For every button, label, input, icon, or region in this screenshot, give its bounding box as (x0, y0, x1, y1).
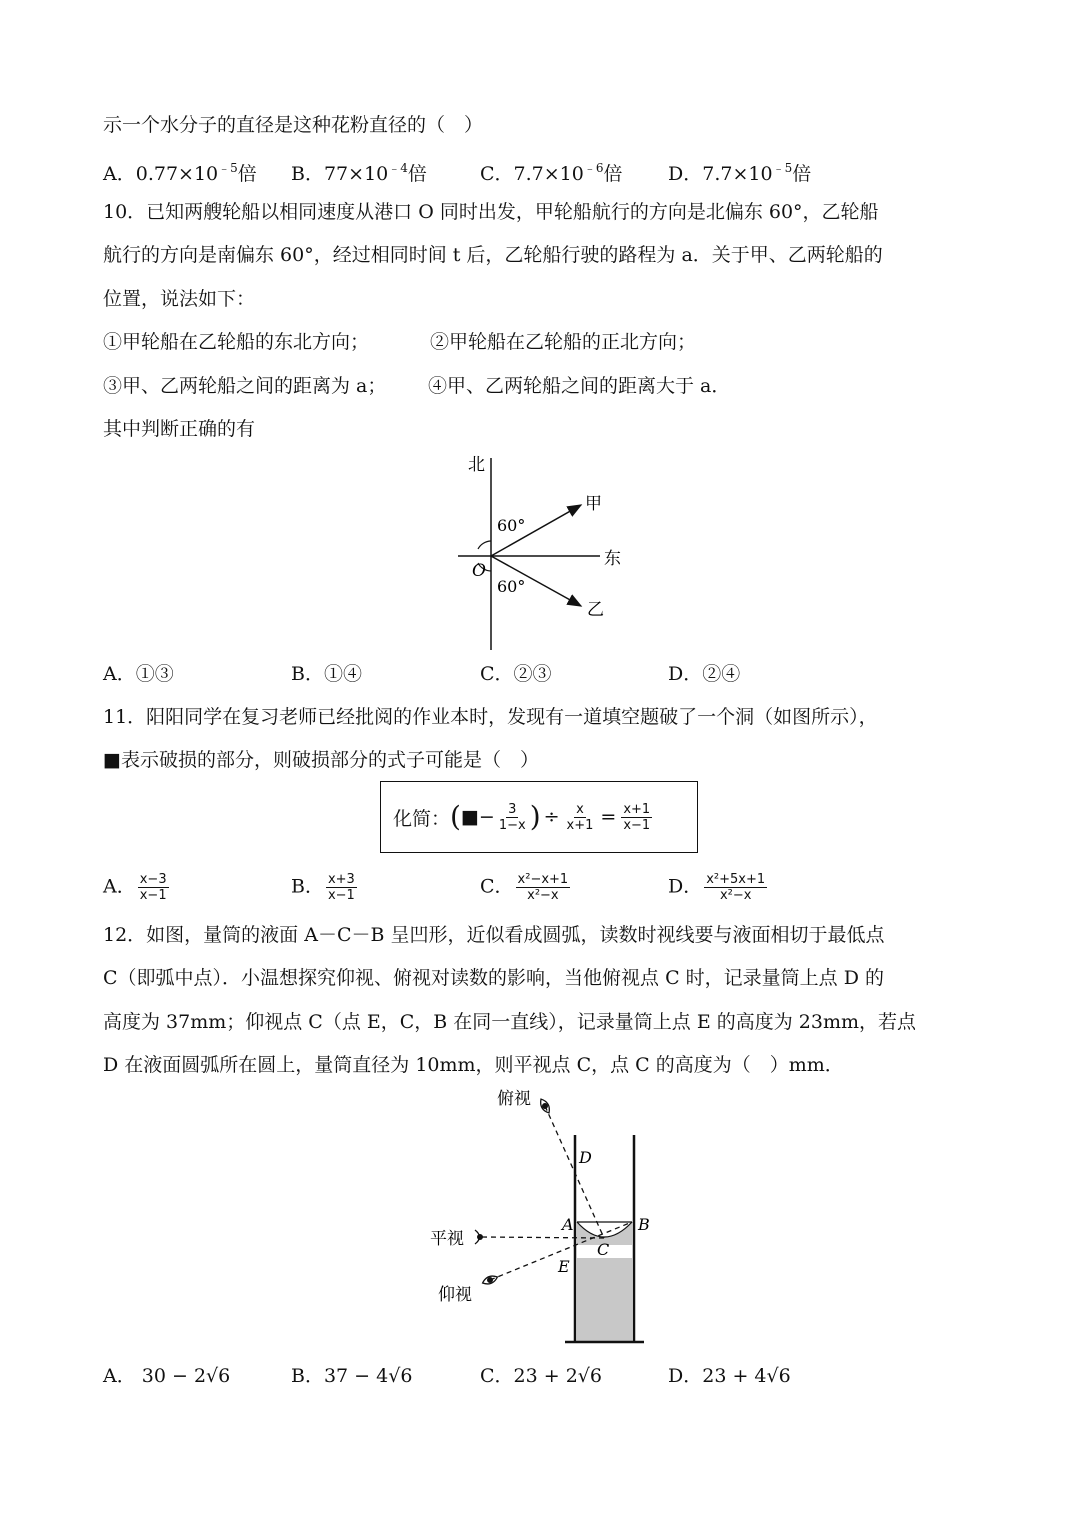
q12-option-d[interactable]: D．23 + 4√6 (668, 1365, 791, 1387)
q10-line-1: 10．已知两艘轮船以相同速度从港口 O 同时出发，甲轮船航行的方向是北偏东 60°，乙轮船 (103, 201, 879, 223)
q12-option-a[interactable]: A． 30 − 2√6 (103, 1365, 231, 1387)
q12-line-4: D 在液面圆弧所在圆上，量筒直径为 10mm，则平视点 C，点 C 的高度为（ ）mm． (103, 1054, 844, 1076)
q10-option-a[interactable]: A．①③ (103, 663, 174, 685)
q10-compass-figure (440, 450, 640, 660)
q12-line-3: 高度为 37mm；仰视点 C（点 E，C，B 在同一直线），记录量筒上点 E 的高度为 23mm，若点 (103, 1011, 916, 1033)
q10-option-b[interactable]: B．①④ (291, 663, 362, 685)
q10-option-d[interactable]: D．②④ (668, 663, 741, 685)
q10-statement-2: ②甲轮船在乙轮船的正北方向； (430, 331, 697, 353)
q12-option-c[interactable]: C．23 + 2√6 (480, 1365, 603, 1387)
q10-statement-3: ③甲、乙两轮船之间的距离为 a； (103, 375, 387, 397)
q11-option-c[interactable]: C． $\frac{\text{x²−x+1}}{\text{x²−x}}$ (480, 872, 569, 903)
q10-line-2: 航行的方向是南偏东 60°，经过相同时间 t 后，乙轮船行驶的路程为 a．关于甲、乙两轮船的 (103, 244, 883, 266)
point-c-label: C (597, 1240, 610, 1259)
q11-line-1: 11．阳阳同学在复习老师已经批阅的作业本时，发现有一道填空题破了一个洞（如图所示）， (103, 706, 878, 728)
fraction-3: $\frac{x+1}{x-1}$ (623, 801, 651, 833)
q11-option-b[interactable]: B． $\frac{x+3}{x-1}$ (291, 872, 355, 903)
q11-damaged-expression-box: 化简： ( ■ − $\frac{3}{1-x}$ ) ÷ $\frac{x}{x+1}$ = $\frac{x+1}{x-1}$ (380, 781, 698, 853)
q9-stem-tail: 示一个水分子的直径是这种花粉直径的（ ） (103, 114, 484, 136)
east-label: 东 (604, 549, 621, 569)
q9-option-b[interactable]: B．$77\times 10^{﹣4}$倍 (291, 161, 427, 185)
q11-line-2: ■表示破损的部分，则破损部分的式子可能是（ ） (103, 749, 539, 771)
q10-line-6: 其中判断正确的有 (103, 418, 256, 440)
point-b-label: B (638, 1215, 650, 1234)
eye-icon (538, 1097, 552, 1114)
point-a-label: A (562, 1215, 574, 1234)
q12-line-2: C（即弧中点）．小温想探究仰视、俯视对读数的影响，当他俯视点 C 时，记录量筒上点 D 的 (103, 967, 884, 989)
q9-option-c[interactable]: C．$7.7\times 10^{﹣6}$倍 (480, 161, 623, 185)
q9-option-a[interactable]: A．$0.77\times 10^{﹣5}$倍 (103, 161, 257, 185)
eye-icon (475, 1230, 483, 1244)
ship-yi-label: 乙 (587, 600, 604, 620)
hole-mark: ■ (460, 806, 479, 828)
fraction-2: $\frac{x}{x+1}$ (566, 801, 594, 833)
q12-cylinder-figure (420, 1080, 680, 1350)
q9-option-d[interactable]: D．$7.7\times 10^{﹣5}$倍 (668, 161, 812, 185)
q10-option-c[interactable]: C．②③ (480, 663, 552, 685)
north-label: 北 (468, 455, 485, 475)
point-d-label: D (579, 1148, 592, 1167)
q11-option-d[interactable]: D． $\frac{\text{x²+5x+1}}{\text{x²−x}}$ (668, 872, 766, 903)
q10-line-3: 位置，说法如下： (103, 288, 256, 310)
fraction-1: $\frac{3}{1-x}$ (498, 801, 526, 833)
q10-statement-1: ①甲轮船在乙轮船的东北方向； (103, 331, 370, 353)
q11-option-a[interactable]: A． $\frac{x-3}{x-1}$ (103, 872, 167, 903)
q12-line-1: 12．如图，量筒的液面 A－C－B 呈凹形，近似看成圆弧，读数时视线要与液面相切于最低点 (103, 924, 885, 946)
q12-option-b[interactable]: B．37 − 4√6 (291, 1365, 413, 1387)
angle-bottom-label: 60° (497, 577, 526, 596)
angle-arc-top (478, 541, 491, 549)
eye-icon (481, 1274, 498, 1286)
level-view-label: 平视 (430, 1229, 464, 1249)
origin-label: O (472, 561, 486, 581)
liquid-fill (577, 1258, 632, 1342)
bottom-view-label: 仰视 (438, 1285, 472, 1305)
q10-statement-4: ④甲、乙两轮船之间的距离大于 a． (428, 375, 731, 397)
top-view-label: 俯视 (497, 1089, 531, 1109)
point-e-label: E (558, 1257, 570, 1276)
ship-jia-label: 甲 (585, 494, 602, 514)
angle-top-label: 60° (497, 516, 526, 535)
